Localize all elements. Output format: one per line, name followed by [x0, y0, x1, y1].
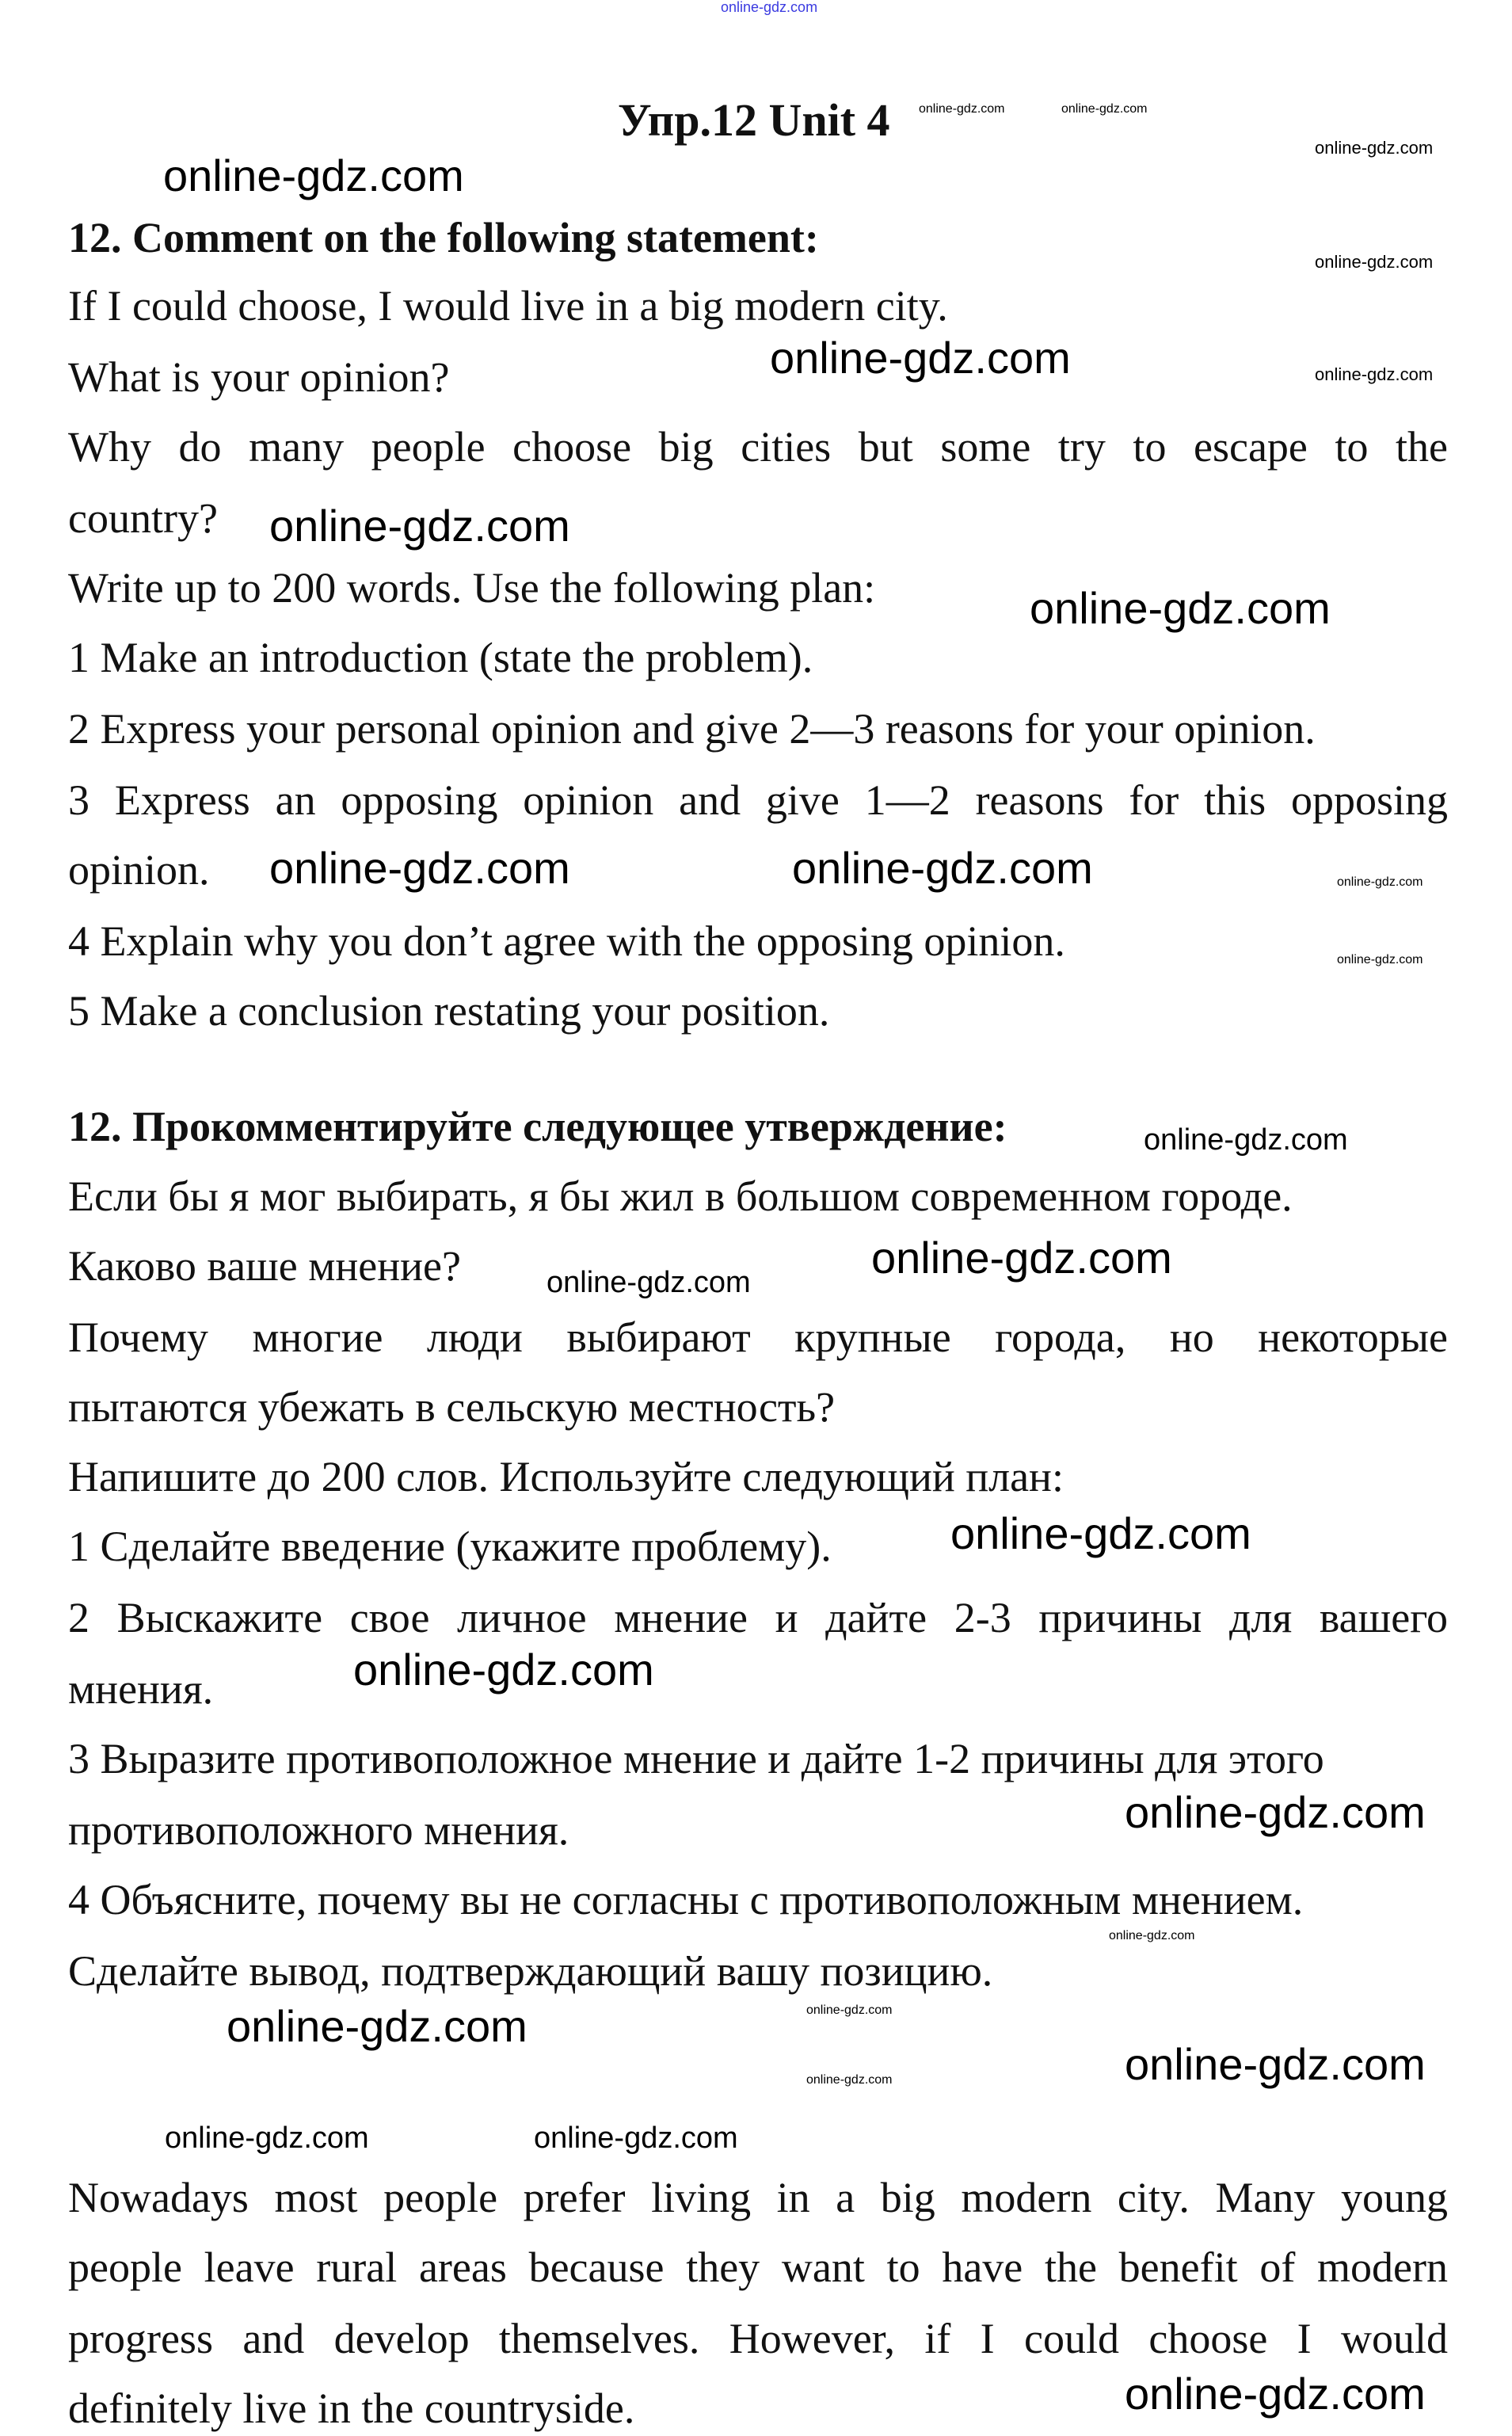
watermark: online-gdz.com — [806, 2073, 893, 2087]
watermark: online-gdz.com — [353, 1645, 654, 1695]
watermark: online-gdz.com — [163, 151, 464, 200]
watermark: online-gdz.com — [227, 2001, 527, 2051]
watermark: online-gdz.com — [1030, 583, 1331, 633]
russian-task-line: мнения. — [68, 1665, 214, 1713]
watermark: online-gdz.com — [1125, 1787, 1426, 1837]
answer-line: definitely live in the countryside. — [68, 2385, 635, 2432]
answer-line: Nowadays most people prefer living in a big modern city. Many young — [68, 2174, 1448, 2221]
watermark: online-gdz.com — [1315, 364, 1434, 384]
russian-task-line: Почему многие люди выбирают крупные города, но некоторые — [68, 1313, 1448, 1361]
watermark: online-gdz.com — [1125, 2039, 1426, 2089]
russian-task-line: 3 Выразите противоположное мнение и дайте 1-2 причины для этого — [68, 1735, 1324, 1782]
russian-task-heading: 12. Прокомментируйте следующее утверждение: — [68, 1103, 1007, 1150]
answer-line: people leave rural areas because they want to have the benefit of modern — [68, 2243, 1448, 2291]
english-task-line: country? — [68, 494, 218, 542]
watermark: online-gdz.com — [547, 1266, 751, 1299]
watermark: online-gdz.com — [165, 2121, 369, 2155]
watermark: online-gdz.com — [1125, 2369, 1426, 2419]
english-task-heading: 12. Comment on the following statement: — [68, 214, 819, 261]
watermark: online-gdz.com — [792, 843, 1093, 893]
english-task-line: If I could choose, I would live in a big modern city. — [68, 282, 948, 330]
watermark: online-gdz.com — [534, 2121, 738, 2155]
russian-task-line: Напишите до 200 слов. Используйте следующий план: — [68, 1453, 1064, 1500]
russian-task-line: Сделайте вывод, подтверждающий вашу позицию. — [68, 1947, 993, 1995]
watermark: online-gdz.com — [950, 1508, 1251, 1558]
russian-task-line: Каково ваше мнение? — [68, 1242, 461, 1290]
watermark: online-gdz.com — [806, 2003, 893, 2017]
watermark: online-gdz.com — [770, 333, 1071, 383]
russian-task-line: Если бы я мог выбирать, я бы жил в большом современном городе. — [68, 1172, 1293, 1220]
watermark: online-gdz.com — [1061, 102, 1148, 116]
answer-line: progress and develop themselves. However, if I could choose I would — [68, 2315, 1448, 2362]
english-task-line: 2 Express your personal opinion and give 2—3 reasons for your opinion. — [68, 705, 1316, 753]
english-task-line: 3 Express an opposing opinion and give 1—2 reasons for this opposing — [68, 776, 1448, 824]
russian-task-line: 1 Сделайте введение (укажите проблему). — [68, 1523, 832, 1570]
watermark: online-gdz.com — [269, 843, 570, 893]
english-task-line: Why do many people choose big cities but some try to escape to the — [68, 423, 1448, 471]
english-task-line: What is your opinion? — [68, 353, 450, 401]
russian-task-line: противоположного мнения. — [68, 1806, 569, 1854]
english-task-line: opinion. — [68, 846, 210, 894]
watermark: online-gdz.com — [269, 501, 570, 551]
page-title: Упр.12 Unit 4 — [618, 94, 890, 146]
russian-task-line: 4 Объясните, почему вы не согласны с противоположным мнением. — [68, 1876, 1304, 1923]
english-task-line: 5 Make a conclusion restating your position. — [68, 987, 830, 1035]
english-task-line: 4 Explain why you don’t agree with the opposing opinion. — [68, 917, 1065, 965]
russian-task-line: 2 Выскажите свое личное мнение и дайте 2-3 причины для вашего — [68, 1594, 1448, 1641]
watermark: online-gdz.com — [1315, 252, 1434, 272]
watermark: online-gdz.com — [1337, 875, 1423, 889]
watermark: online-gdz.com — [1337, 953, 1423, 966]
watermark: online-gdz.com — [871, 1233, 1172, 1283]
watermark: online-gdz.com — [721, 0, 818, 15]
watermark: online-gdz.com — [1109, 1929, 1195, 1942]
russian-task-line: пытаются убежать в сельскую местность? — [68, 1383, 836, 1431]
watermark: online-gdz.com — [1144, 1123, 1348, 1157]
english-task-line: Write up to 200 words. Use the following plan: — [68, 564, 876, 612]
watermark: online-gdz.com — [919, 102, 1005, 116]
english-task-line: 1 Make an introduction (state the problem). — [68, 634, 813, 681]
watermark: online-gdz.com — [1315, 138, 1434, 158]
